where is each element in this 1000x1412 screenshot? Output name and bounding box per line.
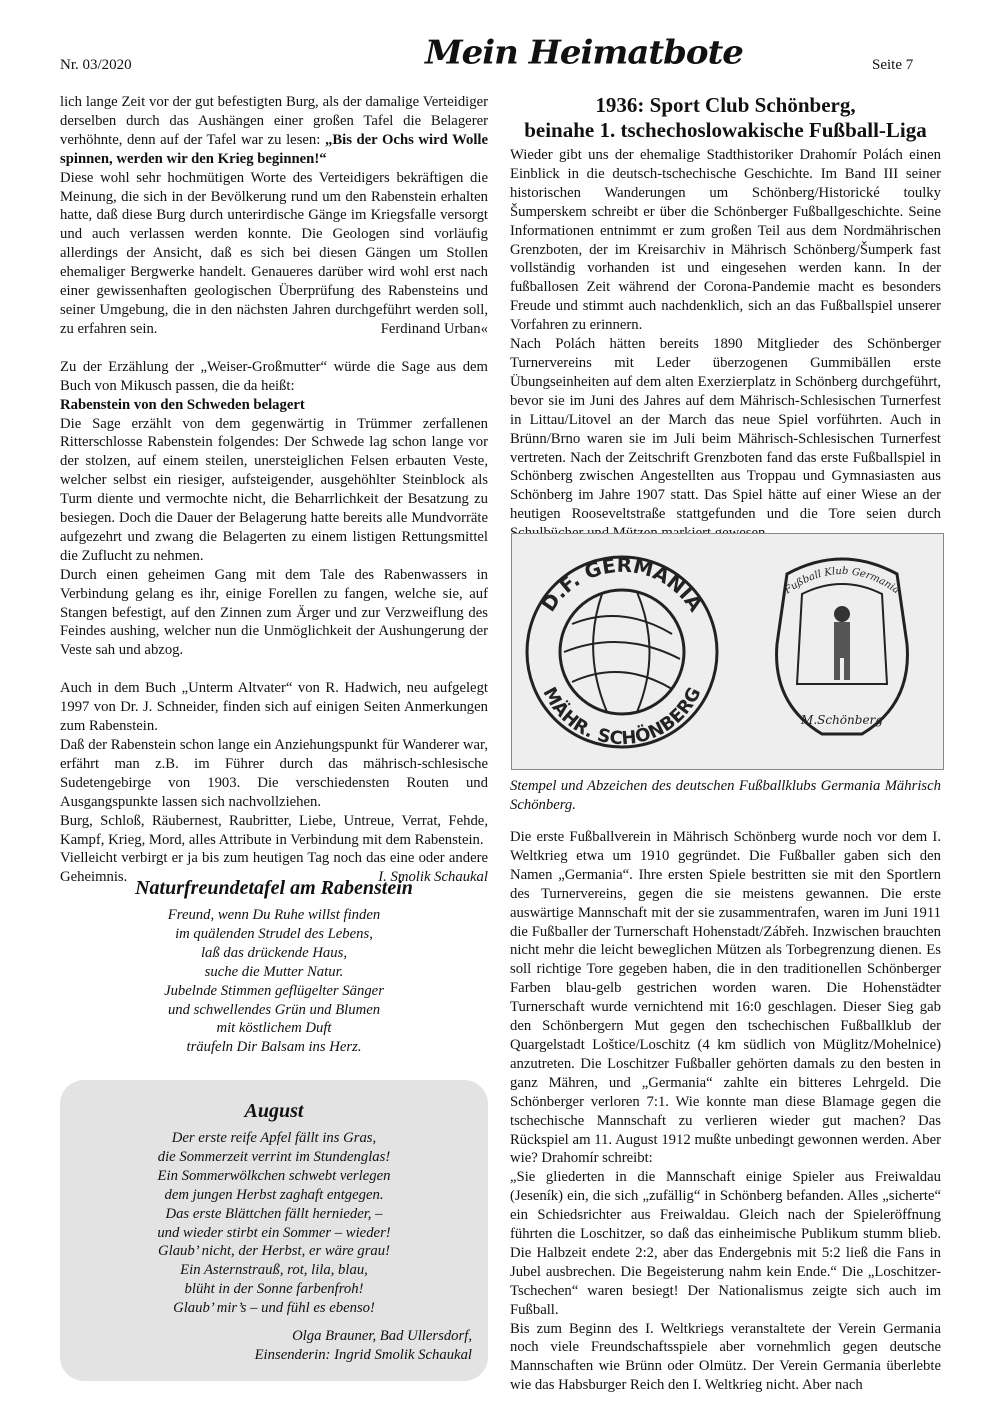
right-paragraph-2: Nach Polách hätten bereits 1890 Mitglieder des Schönberger Turnervereins mit Leder überzogenen Gummibällen erste Übungseinheiten auf dem alten Exerzierplatz in Schönberg durchgeführt, bevor sie im Juni des Jahres auf dem Mährisch-Schlesischen Turnerfest in Littau/Litovel an der March das neue Spiel vorführten. Auch in Brünn/Brno waren sie im Juli beim Mährisch-Schlesischen Turnerfest vertreten. Nach der Zeitschrift Grenzboten fand das erste Fußballspiel in Schönberg zwischen Angestellten aus Troppau und Gymnasiasten aus Schönberg im Jahre 1907 statt. Das Spiel hätte auf einer Wiese an der heutigen Rooseveltstraße stattgefunden und die Tore seien durch: [510, 336, 941, 523]
poem-line: und schwellendes Grün und Blumen: [167, 1001, 381, 1018]
page-number: Seite 7: [872, 57, 914, 73]
left-p2-signature: Ferdinand Urban«: [380, 320, 488, 337]
poem-line: Glaub’ mir’s – und fühl es ebenso!: [173, 1300, 375, 1317]
august-poem-box: [60, 1080, 488, 1381]
issue-number: Nr. 03/2020: [60, 57, 132, 73]
photo-caption: Stempel und Abzeichen des deutschen Fußballklubs Germania Mährisch Schönberg.: [510, 778, 941, 813]
headline-line-2: beinahe 1. tschechoslowakische Fußball-Liga: [524, 117, 927, 142]
poem-line: dem jungen Herbst zaghaft entgegen.: [164, 1186, 384, 1203]
right-paragraph-1: Wieder gibt uns der ehemalige Stadthistoriker Drahomír Polách einen Einblick in die deutsch-tschechische Geschichte. Im Band III seiner historischen Wanderungen um Schönberg/Historické toulky Šumperskem schreibt er über die Schönberger Fußballgeschichte. Seine Informationen entnimmt er zum großen Teil aus dem Nordmährischen Grenzboten, der im Kreisarchiv in Mährisch Schönberg/Šumperk fast vollständig vorhanden ist und eingesehen werden kann. In der fußballosen Zeit während der Corona-Pandemie macht es besonders Freude und stimmt auch nachdenklich, sich an das Fußballspiel unserer Vorfahren zu erinnern.: [510, 147, 941, 334]
left-paragraph-6: Auch in dem Buch „Unterm Altvater“ von R. Hadwich, neu aufgelegt 1997 von Dr. J. Schneider, finden sich auf einigen Seiten Anmerkungen zum Rabenstein.: [60, 680, 488, 735]
poem-line: Glaub’ nicht, der Herbst, er wäre grau!: [158, 1243, 390, 1260]
right-column-bottom: [510, 828, 941, 1395]
left-p2-text: Diese wohl sehr hochmütigen Worte des Verteidigers bekräftigen die Meinung, die sich in der Bevölkerung rund um den Rabenstein erhalten hatte, daß diese Burg durch unterirdische Gänge im Kriegsfalle versorgt und auch verlassen werden konnte. Die Geologen sind vorläufig allerdings der Ansicht, daß es sich bei diesen Gängen um Stollen ehemaliger Bergwerke handelt. Genaueres darüber wird wohl erst nach einer gewissenhaften geologischen Überprüfung des Rabensteins und seiner Umgebung, die in den nächsten Jahren durchgeführt werden soll, zu erfahren sein.: [60, 169, 488, 337]
poem-line: Jubelnde Stimmen geflügelter Sänger: [164, 982, 384, 999]
svg-text:D.F. GERMANIA: [536, 553, 708, 616]
naturfreunde-title: Naturfreundetafel am Rabenstein: [135, 877, 413, 899]
left-p9-text: Vielleicht verbirgt er ja bis zum heutigen Tag noch das eine oder andere Geheimnis.: [60, 850, 488, 886]
poem-line: Ein Sommerwölkchen schwebt verlegen: [157, 1167, 391, 1184]
right-column-top: [510, 146, 941, 543]
right-paragraph-3: Die erste Fußballverein in Mährisch Schönberg wurde noch vor dem I. Weltkrieg etwa um 1910 gegründet. Die Fußballer gaben sich den Namen „Germania“. Ihre ersten Spiele bestritten sie mit den Sportlern des Turnervereins, gegen die sie meistens gewannen. Die erste auswärtige Mannschaft mit der sie zusammentrafen, waren im Juni 1911 die Fußballer der Turnerschaft Hohenstadt/Zábřeh. Inzwischen brauchten nicht mehr die leicht beweglichen Mützen als Torbegrenzung dienen. Es soll richtige Tore gegeben haben, die in den traditionellen Schönberger Farben blau-gelb gestrichen worden waren. Die Hohenstädter Turnerschaft wurde vernichtend mit 16:0 geschlagen. Dieser Sieg gab den Schönbergern Mut gegen den tschechischen Fußballklub der Quargelstadt Loštice/Loschitz (4 km südlich von Müglitz/Mohelnice) anzutreten. Die Loschitzer Fußballer gehörten damals zu den besten in ganz Mähren, und „Germania“ zahlte ein bitteres Lehrgeld. Die Schönberger verloren 7:1. Wie konnte man diese Blamage gegen die tschechische Mannschaft zu verlieren wieder gut machen? Das Rückspiel am 11. August 1912 mußte unbedingt gewonnen werden. Aber wie? Drahomír schreibt:: [510, 829, 941, 1167]
left-paragraph-1: [60, 93, 488, 169]
naturfreunde-lines: [60, 906, 488, 1057]
left-column: [60, 93, 488, 887]
august-author: Olga Brauner, Bad Ullersdorf,: [292, 1328, 472, 1345]
poem-line: im quälenden Strudel des Lebens,: [175, 925, 373, 942]
svg-text:MÄHR. SCHÖNBERG: [538, 684, 705, 750]
poem-line: träufeln Dir Balsam ins Herz.: [186, 1039, 362, 1056]
poem-line: blüht in der Sonne farbenfroh!: [184, 1281, 364, 1298]
left-paragraph-8: Burg, Schloß, Räubernest, Raubritter, Liebe, Untreue, Verrat, Fehde, Kampf, Krieg, Mord, alles Attribute in Verbindung mit dem Rabenstein.: [60, 812, 488, 848]
headline-line-1: 1936: Sport Club Schönberg,: [595, 93, 856, 117]
left-paragraph-4: Die Sage erzählt von dem gegenwärtig in Trümmer zerfallenen Ritterschlosse Rabenstein folgendes: Der Schwede lag schon lange vor der stolzen, auf einem steilen, unersteiglichen Felsen erbauten Veste, welcher selbst ein riesiger, aufsteigender, ausgehöhlter Steinblock als Turm diente und vermochte nicht, die Beharrlichkeit der Besatzung zu besiegen. Doch die Dauer der Belagerung hatte bereits alle Mundvorräte aufgezehrt und zwang die Belagerten zu einem listigen Rettungsmittel die Zuflucht zu nehmen.: [60, 415, 488, 564]
poem-line: laß das drückende Haus,: [200, 944, 348, 961]
left-paragraph-2: [60, 169, 488, 339]
august-signature: [60, 1327, 488, 1365]
poem-line: suche die Mutter Natur.: [204, 963, 344, 980]
right-paragraph-5: Bis zum Beginn des I. Weltkriegs veranstaltete der Verein Germania noch viele Freundschaftsspiele aber vornehmlich gegen deutsche Mannschaften wie Brünn oder Olmütz. Der Verein Germania überlebte wie das Habsburger Reich den I. Weltkrieg nicht. Aber nach: [510, 1320, 941, 1394]
germania-badge: [777, 559, 908, 734]
left-p9-signature: I. Smolik Schaukal: [378, 869, 488, 886]
left-paragraph-5: Durch einen geheimen Gang mit dem Tale des Rabenwassers in Verbindung gelang es ihr, einige Forellen zu fangen, welche sie, auf Stangen befestigt, auf den Zinnen zum Ärger und zur Verzweiflung des Feindes aushing, welcher nun die Unmöglichkeit der Aushungerung der Veste sah und abzog.: [60, 566, 488, 659]
badge-top-text: Fußball Klub Germania: [782, 565, 902, 597]
poem-line: die Sommerzeit verrint im Stundenglas!: [157, 1148, 391, 1165]
badge-bottom-text: M.Schönberg: [801, 713, 883, 727]
stamp-left-top-text: D.F. GERMANIA: [536, 552, 708, 616]
august-sender: Einsenderin: Ingrid Smolik Schaukal: [254, 1346, 472, 1363]
article-headline: [510, 93, 941, 142]
left-paragraph-7: Daß der Rabenstein schon lange ein Anziehungspunkt für Wanderer war, erfährt man z.B. im Führer durch das mährisch-schlesische Sudetengebirge von 1903. Die verschiedensten Routen und Ausgangspunkte lassen sich nachvollziehen.: [60, 737, 488, 810]
left-p1-quote: „Bis der Ochs wird Wolle spinnen, werden wir den Krieg beginnen!“: [60, 131, 489, 167]
left-heading-text: Rabenstein von den Schweden belagert: [60, 396, 305, 413]
naturfreunde-poem: [60, 877, 488, 1057]
svg-text:Fußball Klub Germania: [782, 566, 902, 597]
left-heading-schweden: [60, 396, 488, 415]
stamps-illustration: [512, 534, 943, 769]
left-p1-text: lich lange Zeit vor der gut befestigten Burg, als der damalige Verteidiger derselben durch das Aushängen einer großen Tafel die Belagerer verhöhnte, denn auf der Tafel war zu lesen:: [60, 94, 488, 148]
masthead-logo: Mein Heimatbote: [425, 34, 743, 72]
stamp-left-bottom-text: MÄHR. SCHÖNBERG: [538, 683, 706, 750]
august-title: August: [244, 1100, 304, 1122]
poem-line: Das erste Blättchen fällt hernieder, –: [165, 1205, 383, 1222]
poem-line: Freund, wenn Du Ruhe willst finden: [167, 907, 381, 923]
poem-line: Der erste reife Apfel fällt ins Gras,: [171, 1130, 377, 1146]
poem-line: Ein Asternstrauß, rot, lila, blau,: [180, 1262, 368, 1279]
left-paragraph-3: Zu der Erzählung der „Weiser-Großmutter“ würde die Sage aus dem Buch von Mikusch passen, die da heißt:: [60, 358, 488, 394]
stamps-photo: [511, 533, 944, 770]
august-lines: [60, 1129, 488, 1318]
poem-line: und wieder stirbt ein Sommer – wieder!: [157, 1224, 391, 1241]
poem-line: mit köstlichem Duft: [216, 1020, 332, 1037]
germania-stamp: [527, 553, 717, 749]
right-paragraph-4: „Sie gliederten in die Mannschaft einige Spieler aus Freiwaldau (Jeseník) ein, die sich „zufällig“ in Schönberg befanden. Alles „sicherte“ ein Schiedsrichter aus Freiwaldau. Gleich nach der Spieleröffnung führten die Loschitzer, so daß das einheimische Publikum stumm blieb. Die Halbzeit endete 2:2, aber das Endergebnis mit 5:2 ließ die Fans in Jubel ausbrechen. Die Begeisterung nahm kein Ende.“ Die „Loschitzer-Tschechen“ waren besiegt! Der Nationalismus zeigte sich auch im Fußball.: [510, 1169, 941, 1318]
